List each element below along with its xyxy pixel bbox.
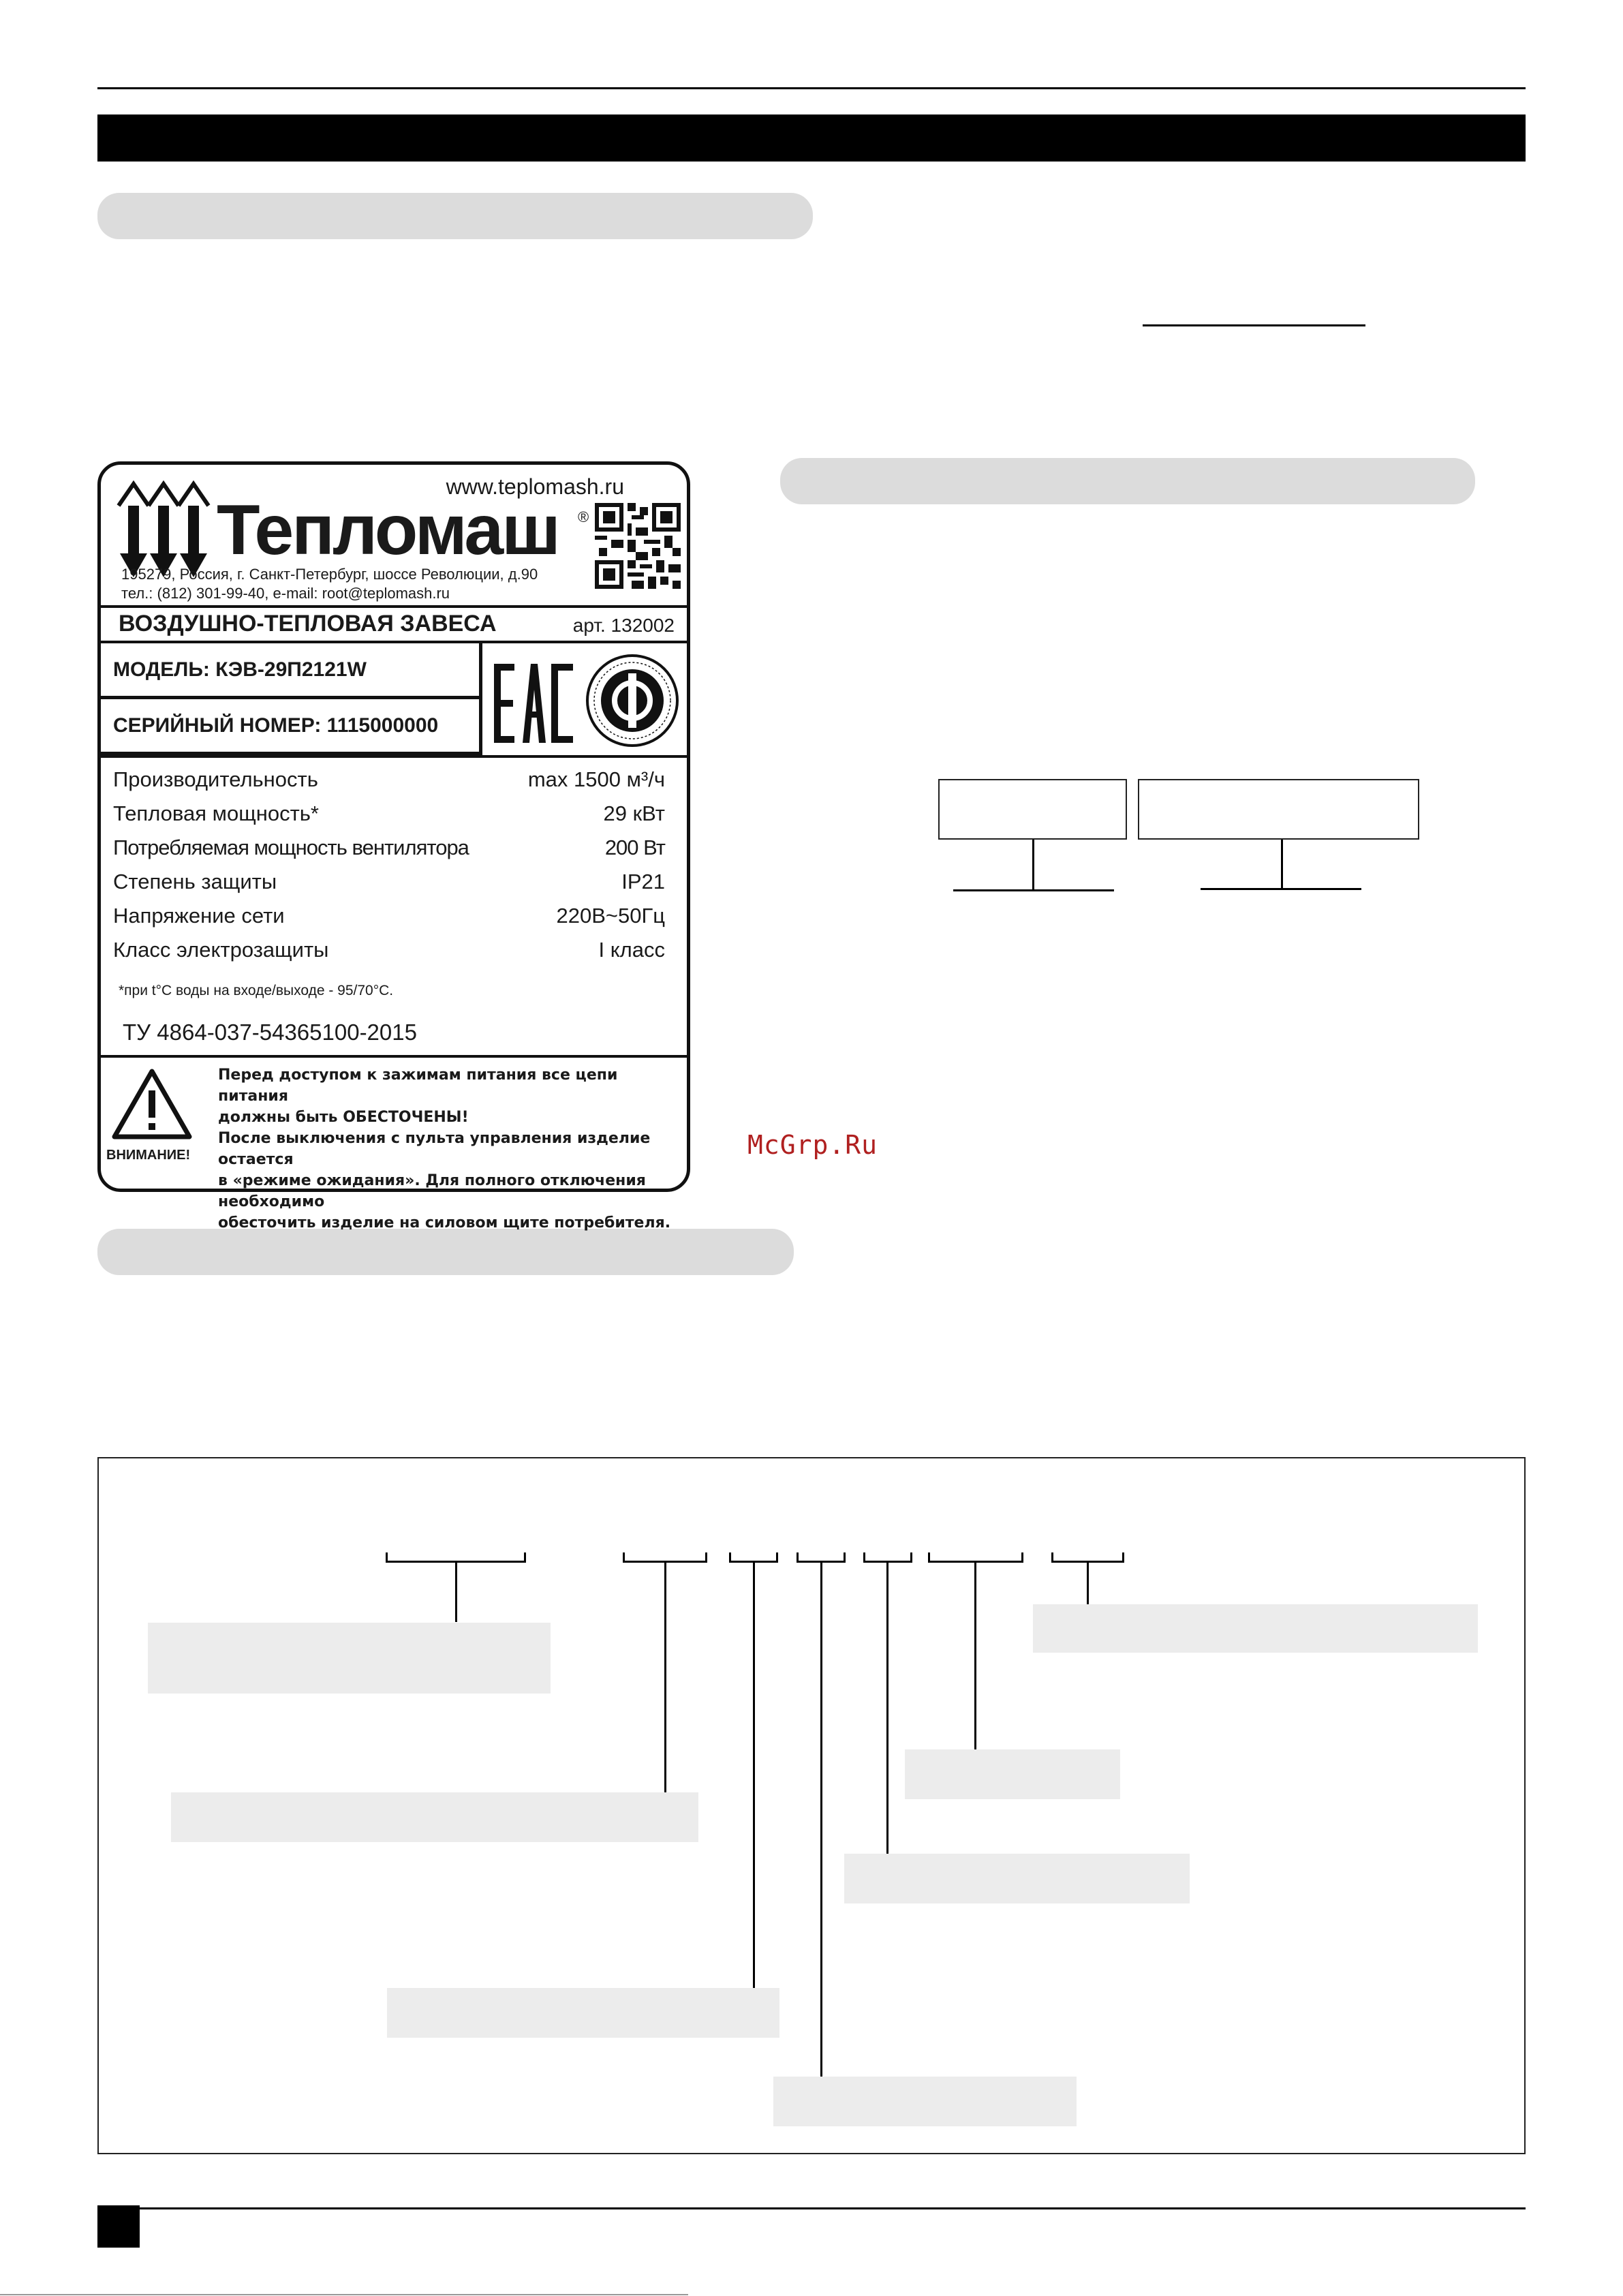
separator — [101, 1055, 687, 1058]
spec-label: Класс электрозащиты — [113, 938, 329, 962]
leader-line — [974, 1562, 976, 1749]
serial-box — [101, 699, 482, 755]
warning-label: ВНИМАНИЕ! — [106, 1148, 191, 1163]
serial-text: СЕРИЙНЫЙ НОМЕР: 1115000000 — [113, 714, 439, 737]
website-url: www.teplomash.ru — [446, 474, 624, 499]
connector-line — [953, 889, 1114, 891]
page-number-block — [97, 2205, 140, 2248]
leader-line — [455, 1562, 457, 1622]
spec-label: Потребляемая мощность вентилятора — [113, 836, 469, 859]
bracket-tick — [705, 1552, 707, 1562]
section-title-placeholder-3 — [97, 1229, 794, 1275]
bottom-edge-rule — [0, 2294, 688, 2295]
leader-line — [753, 1562, 755, 1988]
model-text: МОДЕЛЬ: КЭВ-29П2121W — [113, 658, 367, 681]
label-box-color — [1033, 1604, 1478, 1653]
article-number: арт. 132002 — [572, 615, 675, 636]
section-title-placeholder-1 — [97, 193, 813, 239]
brand-name: Тепломаш — [217, 491, 559, 570]
spec-label: Производительность — [113, 767, 318, 791]
diagram-box-left — [938, 779, 1127, 840]
top-rule — [97, 87, 1526, 89]
bracket-tick — [928, 1552, 930, 1562]
bracket-tick — [844, 1552, 846, 1562]
bracket-tick — [1051, 1552, 1053, 1562]
warning-line: Перед доступом к зажимам питания все цепи питания — [218, 1067, 618, 1105]
connector-line — [1201, 888, 1361, 890]
warning-line: должны быть ОБЕСТОЧЕНЫ! — [218, 1109, 469, 1126]
warning-line: в «режиме ожидания». Для полного отключения необходимо — [218, 1172, 646, 1210]
separator — [101, 755, 687, 758]
label-box-control — [844, 1854, 1190, 1903]
leader-line — [1087, 1562, 1089, 1604]
bracket-tick — [910, 1552, 912, 1562]
label-box-length — [905, 1749, 1120, 1799]
spec-label: Степень защиты — [113, 870, 277, 893]
registered-mark: ® — [578, 508, 589, 525]
warning-text — [218, 1065, 688, 1234]
equipment-nameplate — [97, 461, 690, 1231]
separator — [101, 605, 687, 608]
bracket-tick — [524, 1552, 526, 1562]
bracket-tick — [1122, 1552, 1124, 1562]
section-title-placeholder-2 — [780, 458, 1475, 504]
watermark: McGrp.Ru — [747, 1130, 878, 1160]
label-box-type — [171, 1792, 698, 1842]
bracket-tick — [797, 1552, 799, 1562]
footnote: *при t°C воды на входе/выходе - 95/70°C. — [119, 983, 394, 998]
label-box-heater — [773, 2077, 1077, 2126]
leader-line — [664, 1562, 666, 1792]
bracket-tick — [729, 1552, 731, 1562]
model-box — [101, 643, 482, 699]
connector-line — [1032, 840, 1034, 891]
diagram-box-right — [1138, 779, 1419, 840]
warning-line: После выключения с пульта управления изделие остается — [218, 1130, 651, 1168]
bracket-tick — [776, 1552, 778, 1562]
bottom-rule — [97, 2207, 1526, 2209]
leader-line — [820, 1562, 822, 2077]
warning-triangle-icon — [112, 1069, 192, 1139]
section-header-bar — [97, 114, 1526, 162]
underline-mark — [1143, 324, 1365, 326]
spec-value: I класс — [598, 938, 665, 962]
spec-value: IP21 — [621, 870, 665, 893]
label-box-power — [387, 1988, 779, 2038]
spec-value: 200 Вт — [604, 836, 665, 859]
product-name: ВОЗДУШНО-ТЕПЛОВАЯ ЗАВЕСА — [119, 611, 497, 637]
eac-mark-icon — [493, 662, 574, 744]
bracket-tick — [863, 1552, 865, 1562]
label-box-series — [148, 1623, 551, 1694]
spec-label: Напряжение сети — [113, 904, 285, 928]
spec-label: Тепловая мощность* — [113, 801, 319, 825]
bracket-tick — [1021, 1552, 1023, 1562]
spec-value: 29 кВт — [603, 801, 665, 825]
warning-line: обесточить изделие на силовом щите потребителя. — [218, 1214, 671, 1231]
bracket-tick — [386, 1552, 388, 1562]
tech-spec-number: ТУ 4864-037-54365100-2015 — [123, 1020, 417, 1045]
qr-code-icon — [595, 503, 681, 589]
connector-line — [1281, 840, 1283, 889]
address-line: 195279, Россия, г. Санкт-Петербург, шоссе Революции, д.90 — [121, 566, 538, 583]
spec-value: max 1500 м³/ч — [527, 767, 665, 791]
certification-seal-icon — [585, 653, 680, 748]
bracket-tick — [623, 1552, 625, 1562]
spec-value: 220В~50Гц — [556, 904, 665, 928]
contact-line: тел.: (812) 301-99-40, e-mail: root@teplomash.ru — [121, 585, 450, 602]
leader-line — [886, 1562, 888, 1854]
